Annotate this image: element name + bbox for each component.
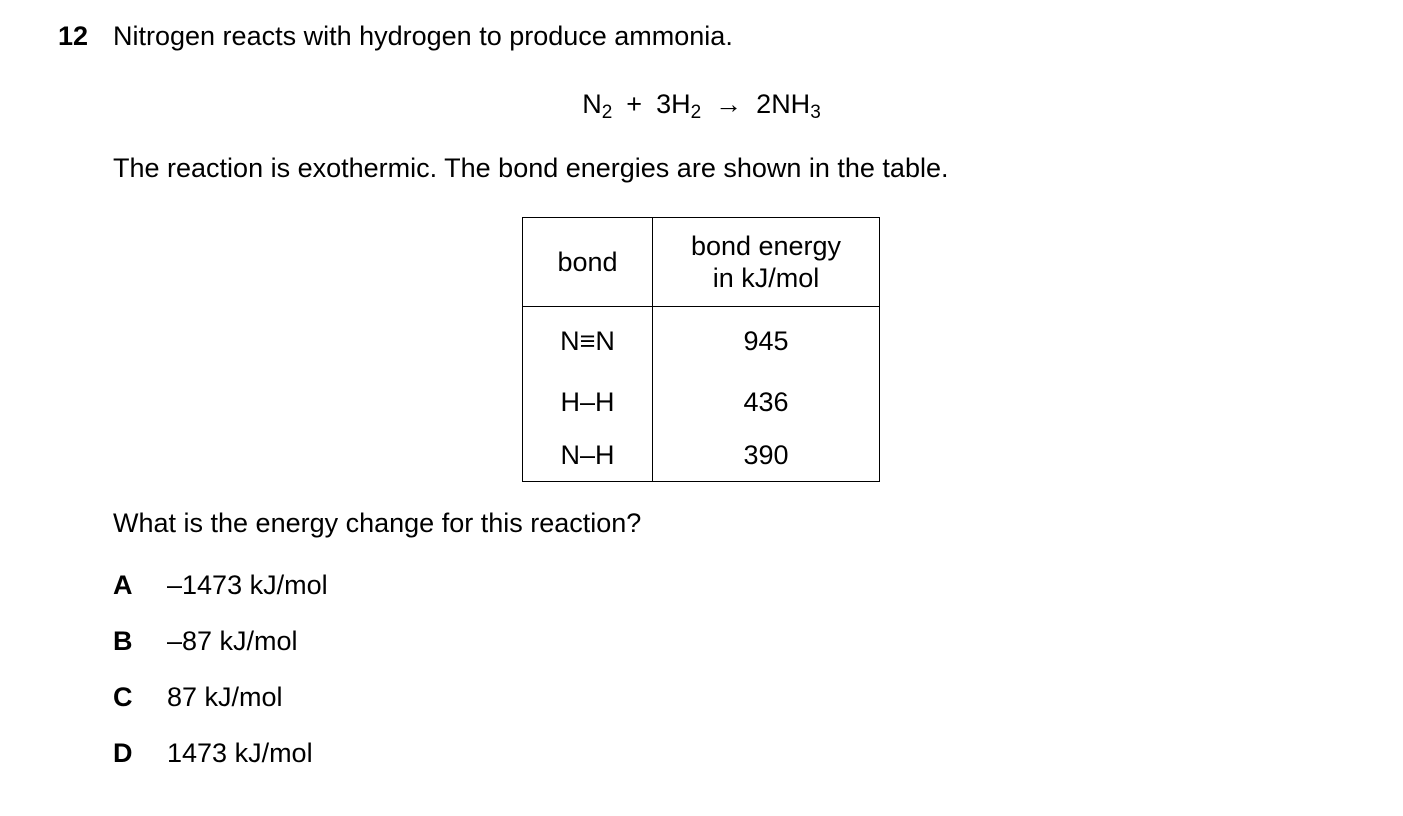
equation-reactant-nitrogen: N	[582, 89, 602, 119]
equation-product-ammonia: 2NH	[756, 89, 811, 119]
option-text: –87 kJ/mol	[167, 626, 298, 656]
subscript: 2	[601, 102, 613, 123]
bond-cell: N≡N	[523, 307, 653, 376]
bond-cell: H–H	[523, 375, 653, 429]
table-row	[523, 307, 880, 376]
equation-arrow: →	[715, 89, 743, 119]
table-row	[523, 375, 880, 429]
header-energy-line1: bond energy	[690, 231, 842, 261]
bond-energy-table	[522, 217, 880, 482]
option-text: 1473 kJ/mol	[167, 738, 313, 768]
option-text: 87 kJ/mol	[167, 682, 283, 712]
bond-cell: N–H	[523, 429, 653, 482]
header-bond: bond	[523, 218, 653, 307]
header-bond-energy	[653, 218, 880, 307]
subscript: 3	[810, 102, 821, 123]
subscript: 2	[690, 102, 702, 123]
option-letter: D	[113, 738, 133, 768]
chemical-equation	[0, 89, 1403, 123]
table-header-row	[523, 218, 880, 307]
energy-cell: 390	[653, 429, 880, 482]
table-row	[523, 429, 880, 482]
energy-cell: 436	[653, 375, 880, 429]
energy-cell: 945	[653, 307, 880, 376]
option-letter: C	[113, 682, 133, 712]
question-stem: Nitrogen reacts with hydrogen to produce ammonia.	[113, 21, 733, 51]
question-number: 12	[58, 21, 89, 51]
option-letter: B	[113, 626, 133, 656]
header-energy-line2: in kJ/mol	[712, 263, 820, 293]
question-prompt: What is the energy change for this reaction?	[113, 508, 642, 538]
equation-reactant-hydrogen: 3H	[656, 89, 691, 119]
option-letter: A	[113, 570, 133, 600]
intro-text: The reaction is exothermic. The bond energies are shown in the table.	[113, 153, 949, 183]
option-text: –1473 kJ/mol	[167, 570, 328, 600]
equation-plus: +	[626, 89, 643, 119]
